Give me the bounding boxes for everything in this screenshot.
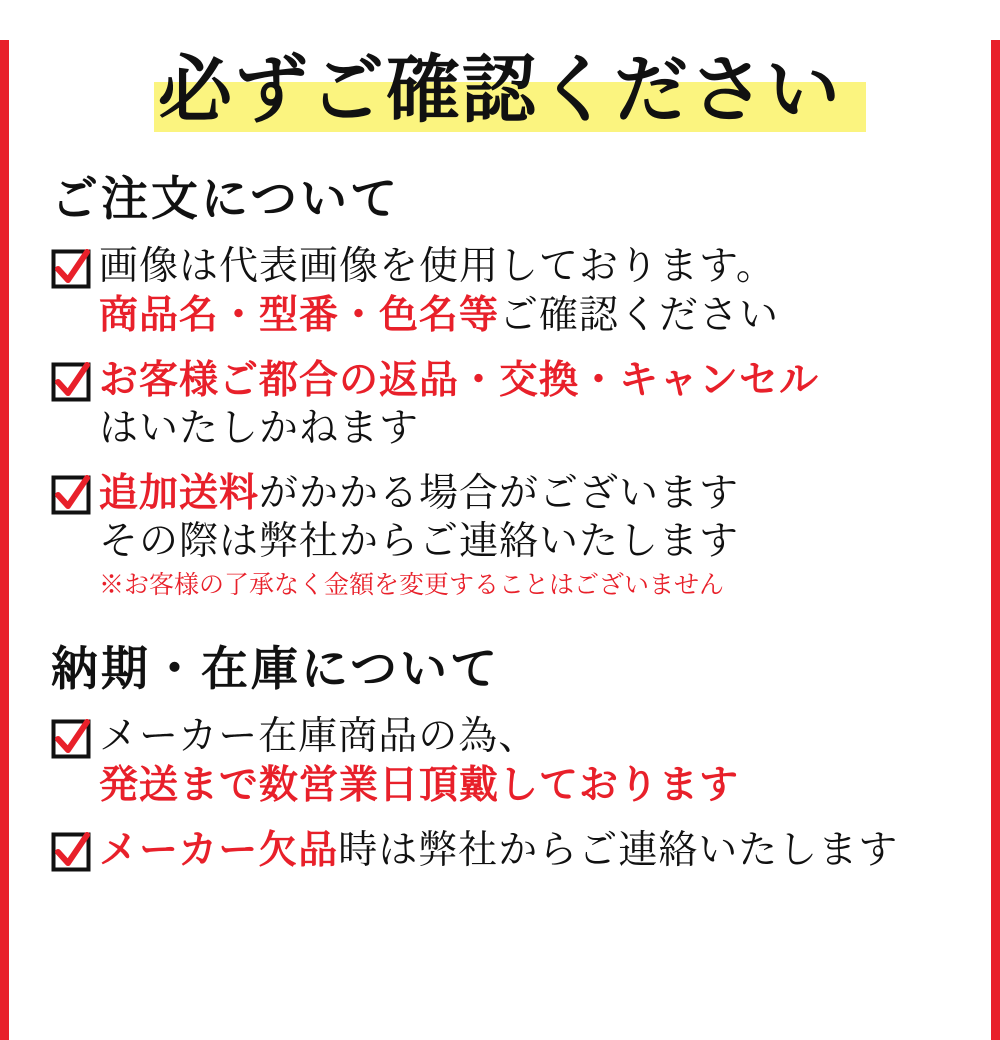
checkbox-checked-icon	[51, 832, 91, 872]
notice-page	[0, 40, 1000, 1040]
list-item-lines	[99, 243, 991, 340]
list-item-line	[99, 243, 991, 291]
text-run: 時は弊社からご連絡いたします	[338, 828, 899, 873]
section-heading-order: ご注文について	[51, 172, 401, 227]
list-item	[51, 243, 991, 340]
checkbox-checked-icon	[51, 249, 91, 289]
checkbox-checked-icon	[51, 475, 91, 515]
list-item	[51, 826, 991, 875]
text-run: 画像は代表画像を使用しております。	[99, 244, 776, 289]
list-item-line	[99, 713, 991, 761]
list-item-lines	[99, 826, 991, 875]
notice-content	[9, 140, 991, 875]
text-run-red: メーカー欠品	[99, 827, 339, 873]
list-item-line	[99, 291, 991, 340]
list-item-lines	[99, 713, 991, 810]
text-run: はいたしかねます	[99, 406, 420, 451]
list-item-line	[99, 826, 991, 875]
list-item-line	[99, 518, 991, 566]
page-title-text: 必ずご確認ください	[158, 47, 842, 133]
text-run: その際は弊社からご連絡いたします	[99, 519, 740, 564]
text-run-red: 発送まで数営業日頂戴しております	[99, 762, 740, 808]
text-run-red: 追加送料	[99, 470, 260, 516]
list-item-line	[99, 469, 991, 518]
list-item-lines	[99, 356, 991, 453]
text-run: がかかる場合がございます	[259, 471, 740, 516]
list-item-note: ※お客様の了承なく金額を変更することはございません	[99, 570, 725, 599]
section-heading-delivery: 納期・在庫について	[51, 642, 501, 697]
text-run: ご確認ください	[499, 293, 780, 338]
list-item	[51, 356, 991, 453]
list-item	[51, 469, 991, 602]
page-title	[9, 40, 991, 140]
list-item	[51, 713, 991, 810]
text-run: メーカー在庫商品の為、	[99, 714, 539, 759]
list-item-lines	[99, 469, 991, 602]
list-item-line	[99, 761, 991, 810]
text-run-red: 商品名・型番・色名等	[99, 292, 500, 338]
checkbox-checked-icon	[51, 719, 91, 759]
list-item-line	[99, 356, 991, 405]
list-item-line	[99, 405, 991, 453]
checkbox-checked-icon	[51, 362, 91, 402]
text-run-red: お客様ご都合の返品・交換・キャンセル	[99, 357, 820, 403]
